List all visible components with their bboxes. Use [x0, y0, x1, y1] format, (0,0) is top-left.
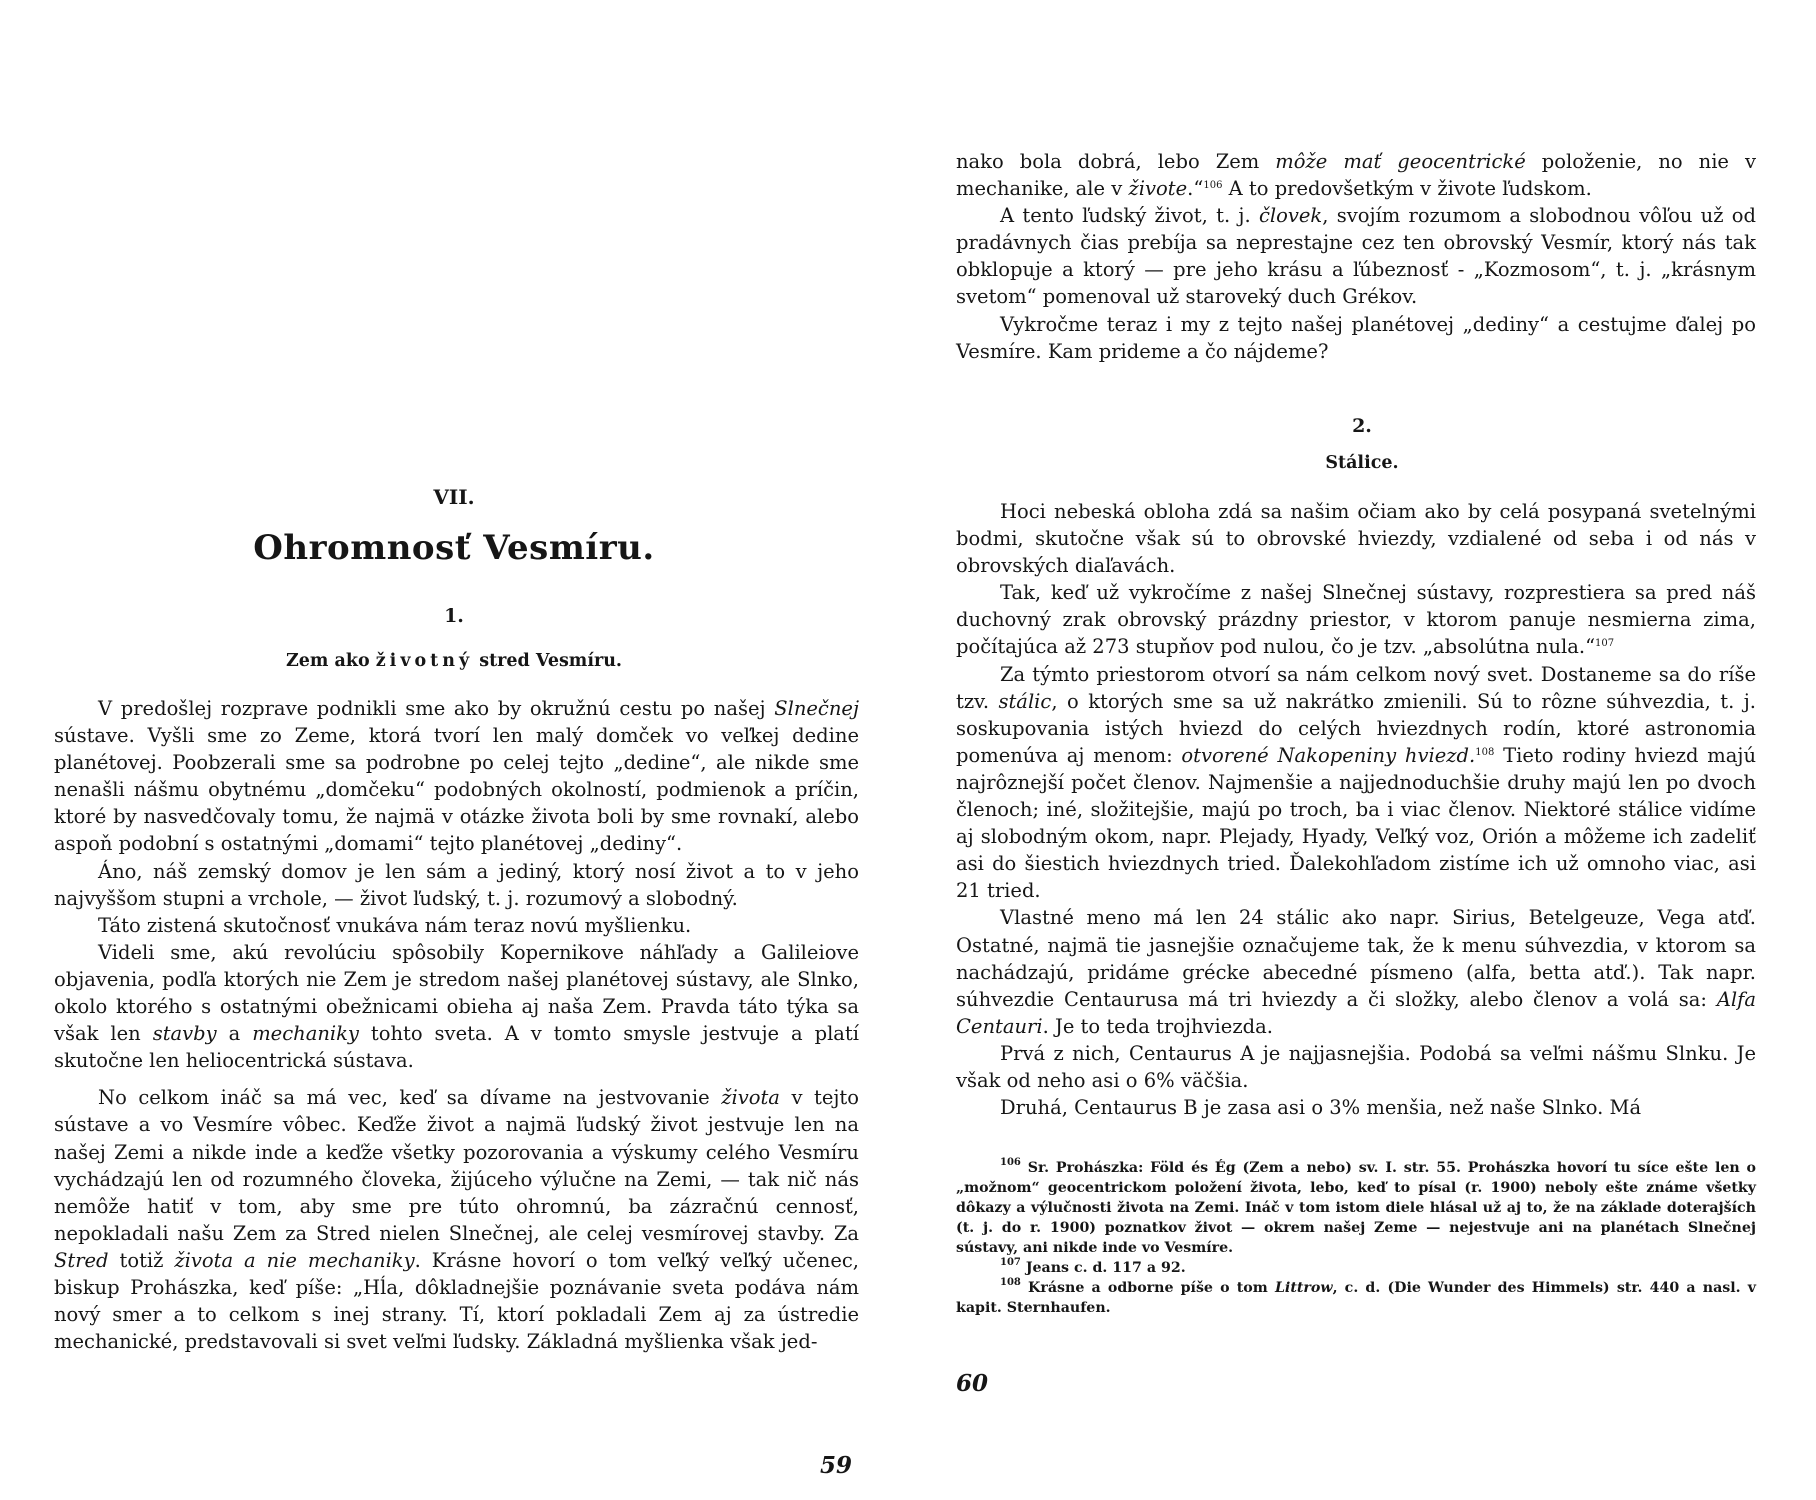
page-number: 60: [956, 1370, 989, 1397]
section-title: Zem ako životný stred Vesmíru.: [285, 651, 623, 671]
footnote-ref: 108: [1475, 746, 1495, 758]
left-body-text: [54, 695, 859, 1355]
chapter-number: VII.: [433, 485, 475, 509]
footnote: $^{108}$ Krásne a odborne píše o tom Littrow, c. d. (Die Wunder des Himmels) str. 440 a nasl. v kapit. Sternhaufen.: [956, 1277, 1756, 1316]
paragraph: Vykročme teraz i my z tejto našej planétovej „dediny“ a cestujme ďalej po Vesmíre. Kam prideme a čo nájdeme?: [956, 312, 1756, 363]
section-number: 2.: [1352, 415, 1372, 437]
footnote: $^{107}$ Jeans c. d. 117 a 92.: [1000, 1257, 1186, 1276]
page-number: 59: [820, 1452, 853, 1479]
paragraph: A tento ľudský život, t. j. človek, svojím rozumom a slobodnou vôľou už od pradávnych čias prebíja sa neprestajne cez ten obrovský Vesmír, ktorý nás tak obklopuje a ktorý — pre jeho krásu a ľúbeznosť - „Kozmosom“, t. j. „krásnym svetom“ pomenoval už staroveký duch Grékov.: [956, 204, 1756, 309]
right-top-text: [956, 148, 1756, 365]
paragraph: Videli sme, akú revolúciu spôsobily Kopernikove náhľady a Galileiove objavenia, podľa ktorých nie Zem je stredom našej planétovej sústavy, ale Slnko, okolo ktorého s ostatnými obežnicami obieha aj naša Zem. Pravda táto týka sa však len stavby a mechaniky tohto sveta. A v tomto smysle jestvuje a platí skutočne len heliocentrická sústava.: [54, 940, 860, 1073]
right-page: [908, 0, 1816, 1500]
paragraph: No celkom ináč sa má vec, keď sa dívame na jestvovanie života v tejto sústave a vo Vesmíre vôbec. Keďže život a najmä ľudský život jestvuje len na našej Zemi a nikde inde a keďže všetky pozorovania a výskumy celého Vesmíru vychádzajú len od rozumného človeka, žijúceho výlučne na Zemi, — tak nič nás nemôže hatiť v tom, aby sme pre túto ohromnú, ba zázračnú cennosť, nepokladali našu Zem za Stred nielen Slnečnej, ale celej vesmírovej stavby. Za Stred totiž života a nie mechaniky. Krásne hovorí o tom veľký veľký učenec, biskup Prohászka, keď píše: „Hĺa, dôkladnejšie poznávanie sveta podáva nám nový smer a to celkom s inej strany. Tí, ktorí pokladali Zem aj za ústredie mechanické, predstavovali si svet veľmi ľudsky. Základná myšlienka však jed-: [54, 1086, 859, 1354]
section-number: 1.: [444, 605, 464, 627]
chapter-title: Ohromnosť Vesmíru.: [253, 528, 655, 568]
paragraph: Hoci nebeská obloha zdá sa našim očiam ako by celá posypaná svetelnými bodmi, skutočne však sú to obrovské hviezdy, vzdialené od seba i od nás v obrovských diaľavách.: [956, 500, 1756, 578]
paragraph: Áno, náš zemský domov je len sám a jediný, ktorý nosí život a to v jeho najvyššom stupni a vrchole, — život ľudský, t. j. rozumový a slobodný.: [54, 859, 859, 910]
paragraph: Táto zistená skutočnosť vnukáva nám teraz novú myšlienku.: [98, 913, 692, 937]
paragraph: Prvá z nich, Centaurus A je najjasnejšia. Podobá sa veľmi nášmu Slnku. Je však od neho asi o 6% väčšia.: [956, 1041, 1756, 1092]
footnote: $^{106}$ Sr. Prohászka: Föld és Ég (Zem a nebo) sv. I. str. 55. Prohászka hovorí tu síce ešte len o „možnom“ geocentrickom položení života, lebo, keď to písal (r. 1900) neboly ešte známe všetky dôkazy a výlučnosti života na Zemi. Ináč v tom istom diele hlásal už aj to, že na základe doterajších (t. j. do r. 1900) poznatkov život — okrem našej Zeme — nejestvuje ani na planétach Slnečnej sústavy, ani nikde inde vo Vesmíre.: [956, 1157, 1756, 1256]
footnote-ref: 106: [1203, 180, 1223, 192]
paragraph: Vlastné meno má len 24 stálic ako napr. Sirius, Betelgeuze, Vega atď. Ostatné, najmä tie jasnejšie označujeme tak, že k menu súhvezdia, v ktorom sa nachádzajú, pridáme grécke abecedné písmeno (alfa, betta atď.). Tak napr. súhvezdie Centaurusa má tri hviezdy a či složky, alebo členov a volá sa: Alfa Centauri. Je to teda trojhviezda.: [956, 906, 1756, 1038]
footnote-ref: 107: [1595, 638, 1615, 650]
paragraph: Za týmto priestorom otvorí sa nám celkom nový svet. Dostaneme sa do ríše tzv. stálic, o ktorých sme sa už nakrátko zmienili. Sú to rôzne súhvezdia, t. j. soskupovania istých hviezd do celých hviezdnych rodín, ktoré astronomia pomenúva aj menom: otvorené Nakopeniny hviezd.$^{108}$ Tieto rodiny hviezd majú najrôznejší počet členov. Najmenšie a najjednoduchšie druhy majú len po dvoch členoch; iné, složitejšie, majú po troch, ba i viac členov. Niektoré stálice vidíme aj slobodným okom, napr. Plejady, Hyady, Veľký voz, Orión a môžeme ich zadeliť asi do šiestich hviezdnych tried. Ďalekohľadom zistíme ich už omnoho viac, asi 21 tried.: [956, 662, 1757, 903]
paragraph: Tak, keď už vykročíme z našej Slnečnej sústavy, rozprestiera sa pred náš duchovný zrak obrovský prázdny priestor, v ktorom panuje nesmierna zima, počítajúca až 273 stupňov pod nulou, čo je tzv. „absolútna nula.“$^{107}$: [956, 581, 1756, 659]
paragraph: Druhá, Centaurus B je zasa asi o 3% menšia, než naše Slnko. Má: [1000, 1096, 1642, 1120]
spaced-word: životný: [375, 651, 474, 671]
paragraph: nako bola dobrá, lebo Zem môže mať geocentrické položenie, no nie v mechanike, ale v živote.“$^{106}$ A to predovšetkým v živote ľudskom.: [956, 150, 1756, 201]
footnotes: [956, 1158, 1756, 1318]
paragraph: V predošlej rozprave podnikli sme ako by okružnú cestu po našej Slnečnej sústave. Vyšli sme zo Zeme, ktorá tvorí len malý domček vo veľkej dedine planétovej. Poobzerali sme sa podrobne po celej tejto „dedine“, ale nikde sme nenašli nášmu obytnému „domčeku“ podobných okolností, podmienok a príčin, ktoré by nasvedčovaly tomu, že najmä v otázke života boli by sme rovnakí, alebo aspoň podobní s ostatnými „domami“ tejto planétovej „dediny“.: [54, 697, 859, 856]
right-body-text: [956, 498, 1756, 1121]
section-title: Stálice.: [1325, 453, 1399, 473]
